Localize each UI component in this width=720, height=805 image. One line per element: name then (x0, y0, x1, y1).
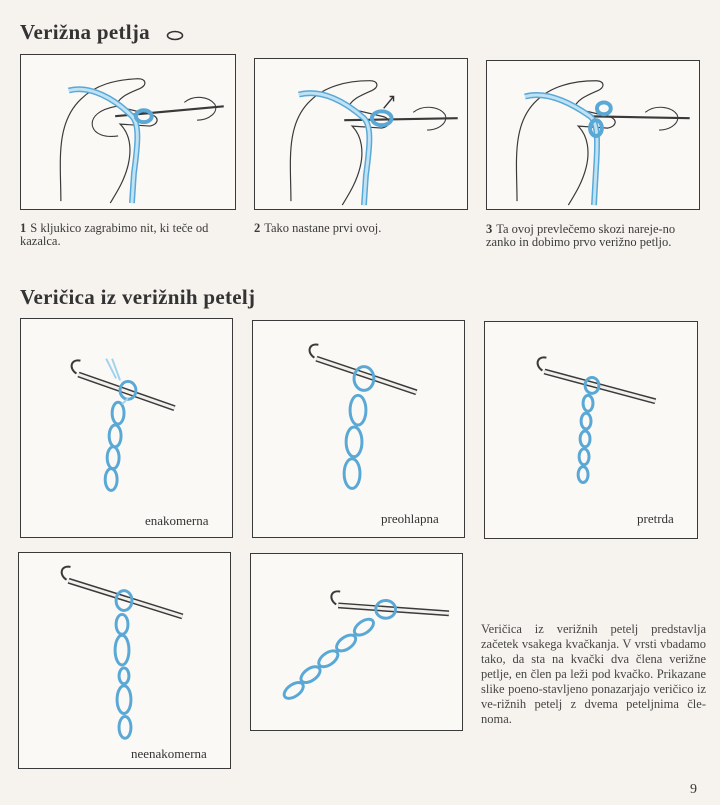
step-1-caption (20, 222, 230, 248)
hook-and-chain-illustration (19, 553, 230, 768)
panel-uneven-chain (18, 552, 231, 769)
panel-label: enakomerna (145, 513, 209, 528)
hook-and-chain-illustration (485, 322, 697, 538)
step-number: 3 (486, 222, 493, 236)
hand-hook-yarn-illustration (255, 59, 467, 209)
step-2-caption (254, 222, 464, 235)
step-number: 1 (20, 221, 27, 235)
step-3-illustration (486, 60, 700, 210)
step-number: 2 (254, 221, 261, 235)
step-text: Ta ovoj prevlečemo skozi nareje-no zanko in dobimo prvo verižno petljo. (486, 222, 676, 249)
step-text: Tako nastane prvi ovoj. (264, 221, 382, 235)
hand-hook-yarn-illustration (21, 55, 235, 209)
hook-and-chain-illustration (21, 319, 232, 537)
section-title-chain-of-stitches (20, 285, 255, 310)
panel-even-chain (20, 318, 233, 538)
step-1-illustration (20, 54, 236, 210)
page-number: 9 (690, 782, 697, 797)
panel-angled-chain (250, 553, 463, 731)
hook-and-chain-illustration (251, 554, 462, 730)
panel-label: pretrda (637, 511, 674, 526)
section-title-text: Verižna petlja (20, 20, 150, 44)
panel-loose-chain (252, 320, 465, 538)
panel-label: preohlapna (381, 511, 439, 526)
hook-and-chain-illustration (253, 321, 464, 537)
panel-label: neenakomerna (131, 746, 207, 761)
step-2-illustration (254, 58, 468, 210)
panel-tight-chain (484, 321, 698, 539)
explanatory-paragraph: Veričica iz verižnih petelj predstavlja začetek vsakega kvačkanja. V vrsti vbadamo tako, da sta na kvački dva člena verižne petlje, en člen pa leži pod kvačko. Prikazane slike poeno-stavljeno ponazarjajo veričico iz ve-rižnih petelj z dvema peteljnima čle-noma. (481, 622, 706, 726)
section-title-chain-stitch (20, 20, 184, 47)
step-text: S kljukico zagrabimo nit, ki teče od kazalca. (20, 221, 209, 248)
step-3-caption (486, 223, 696, 249)
chain-loop-symbol-icon (166, 22, 184, 47)
section-title-text: Veričica iz verižnih petelj (20, 285, 256, 309)
hand-hook-yarn-illustration (487, 61, 699, 209)
